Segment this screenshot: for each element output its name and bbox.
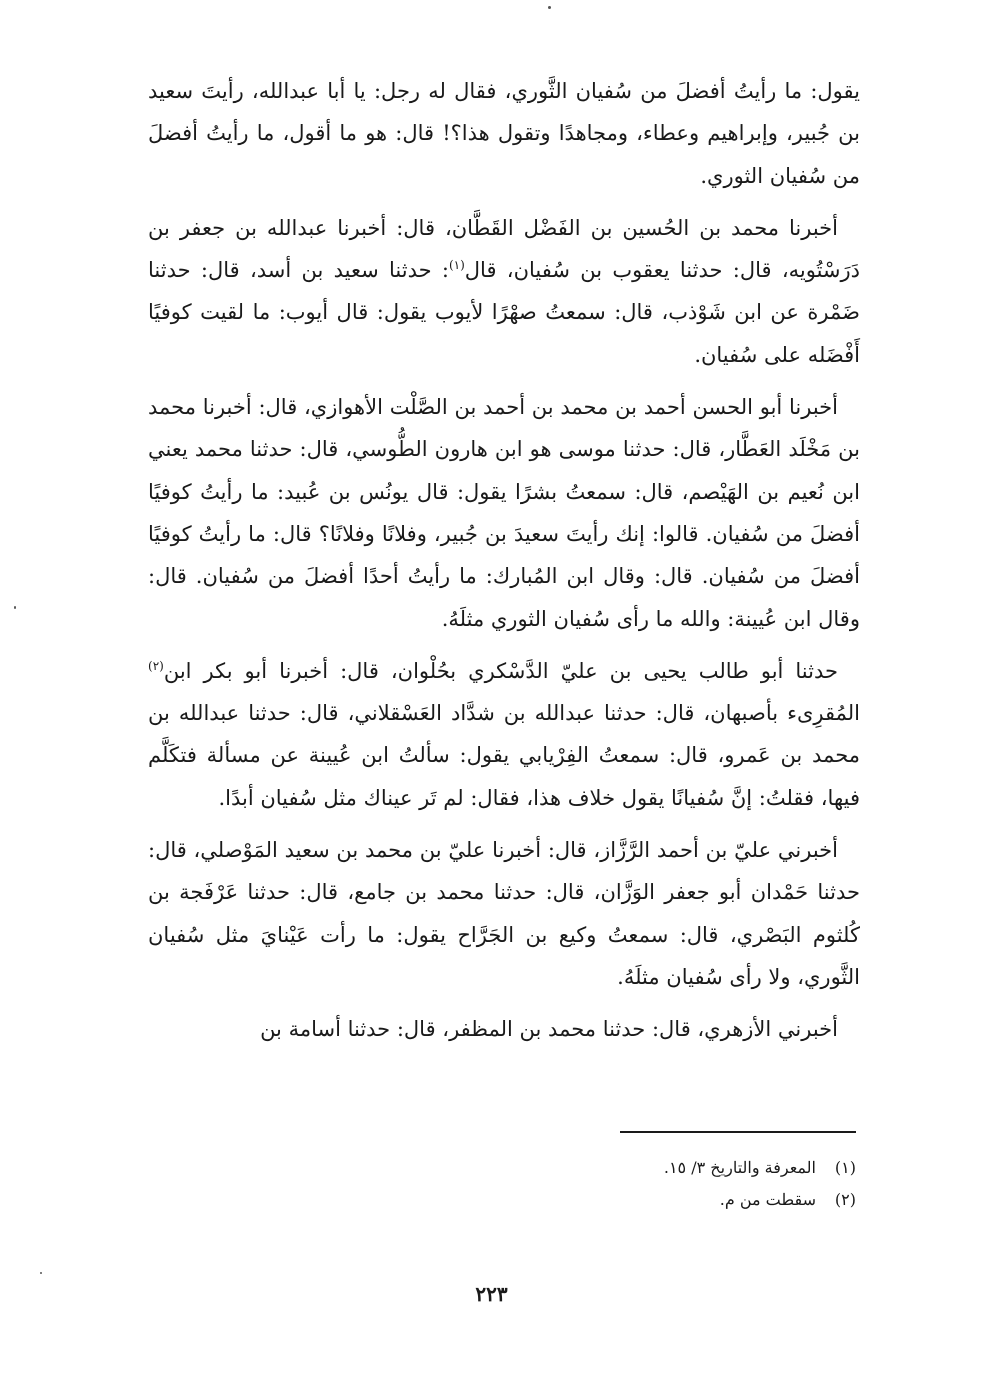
paragraph-2-text: أخبرنا محمد بن الحُسين بن الفَضْل القَطَّان، قال: أخبرنا عبدالله بن جعفر بن دَرَسْتُويه، قال: حدثنا يعقوب بن سُفيان، قال	[148, 215, 860, 283]
paragraph-5: أخبرني عليّ بن أحمد الرَّزَّاز، قال: أخبرنا عليّ بن محمد بن سعيد المَوْصلي، قال: حدثنا حَمْدان أبو جعفر الوَزَّان، قال: حدثنا محمد بن جامع، قال: حدثنا عَرْفَجة بن كُلثوم البَصْري، قال: سمعتُ وكيع بن الجَرَّاح يقول: ما رأت عَيْنايَ مثل سُفيان الثَّوري، ولا رأى سُفيان مثلَهُ.	[148, 838, 860, 989]
main-text	[148, 70, 860, 1061]
scan-speck	[40, 1272, 42, 1274]
footnote-1	[560, 1152, 856, 1184]
paragraph-4-text-cont: المُقرِىء بأصبهان، قال: حدثنا عبدالله بن شدَّاد العَسْقلاني، قال: حدثنا عبدالله بن محمد بن عَمرو، قال: سمعتُ الفِرْيابي يقول: سألتُ ابن عُيينة عن مسألة فتكَلَّم فيها، فقلتُ: إنَّ سُفيانًا يقول خلاف هذا، فقال: لم تَر عيناك مثل سُفيان أبدًا.	[148, 701, 860, 810]
scan-speck	[548, 6, 551, 9]
paragraph-4	[148, 650, 860, 819]
footnote-ref-1: (١)	[448, 258, 465, 273]
scan-speck	[14, 606, 16, 609]
footnote-2-text: سقطت من م.	[719, 1190, 816, 1209]
paragraph-6: أخبرني الأزهري، قال: حدثنا محمد بن المظفر، قال: حدثنا أسامة بن	[260, 1017, 838, 1042]
paragraph-1: يقول: ما رأيتُ أفضلَ من سُفيان الثَّوري، فقال له رجل: يا أبا عبدالله، رأيتَ سعيد بن جُبير، وإبراهيم وعطاء، ومجاهدًا وتقول هذا؟! قال: هو ما أقول، ما رأيتُ أفضلَ من سُفيان الثوري.	[148, 79, 860, 188]
footnote-2-number: (٢)	[834, 1190, 856, 1209]
footnote-ref-2: (٢)	[148, 658, 164, 673]
paragraph-2	[148, 207, 860, 376]
paragraph-4-text: حدثنا أبو طالب يحيى بن عليّ الدَّسْكري بحُلْوان، قال: أخبرنا أبو بكر ابن	[163, 658, 838, 683]
page-number: ٢٢٣	[475, 1282, 508, 1306]
paragraph-2-text-cont: : حدثنا سعيد بن أسد، قال: حدثنا ضَمْرة عن ابن شَوْذب، قال: سمعتُ صهْرًا لأيوب يقول: قال أيوب: ما لقيت كوفيًا أَفْضَله على سُفيان.	[148, 258, 860, 367]
paragraph-3: أخبرنا أبو الحسن أحمد بن محمد بن أحمد بن الصَّلْت الأهوازي، قال: أخبرنا محمد بن مَخْلَد العَطَّار، قال: حدثنا موسى هو ابن هارون الطُّوسي، قال: حدثنا محمد يعني ابن نُعيم بن الهَيْصم، قال: سمعتُ بشرًا يقول: قال يونُس بن عُبيد: ما رأيتُ كوفيًا أفضلَ من سُفيان. قالوا: إنك رأيتَ سعيدَ بن جُبير، وفلانًا وفلانًا؟ قال: ما رأيتُ كوفيًا أفضلَ من سُفيان. قال: وقال ابن المُبارك: ما رأيتُ أحدًا أفضلَ من سُفيان. قال: وقال ابن عُيينة: والله ما رأى سُفيان الثوري مثلَهُ.	[148, 395, 860, 631]
footnotes	[560, 1152, 856, 1216]
footnote-separator	[620, 1131, 856, 1133]
footnote-2	[560, 1184, 856, 1216]
footnote-1-number: (١)	[834, 1158, 856, 1177]
footnote-1-text: المعرفة والتاريخ ٣/ ١٥.	[663, 1158, 816, 1177]
